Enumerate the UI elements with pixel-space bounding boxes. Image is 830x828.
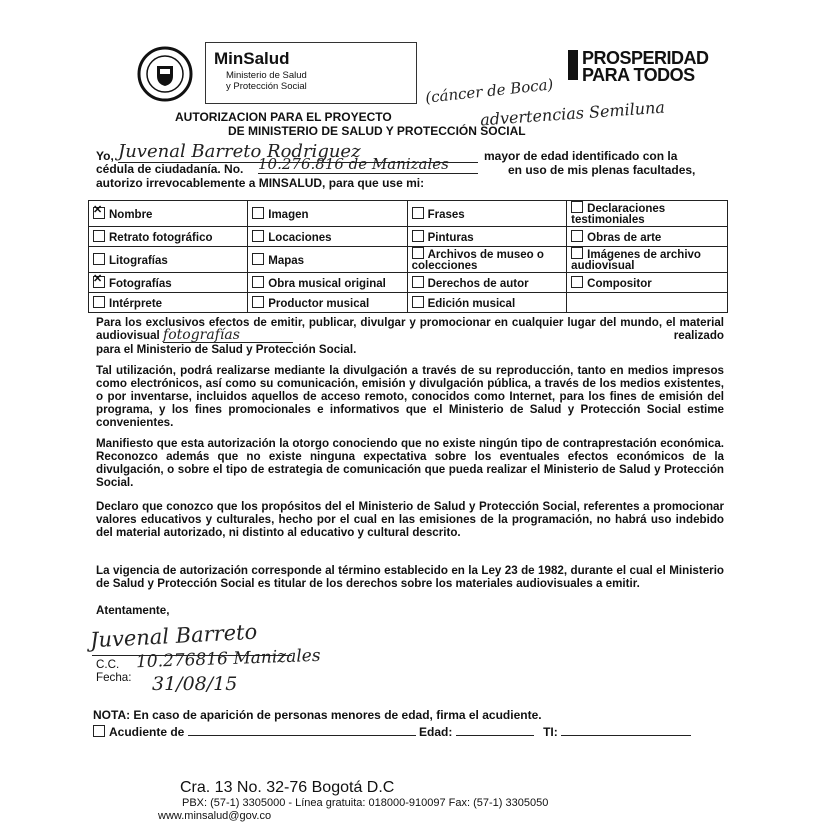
option-label: Productor musical: [268, 297, 370, 310]
intro-authorize: autorizo irrevocablemente a MINSALUD, para que use mi:: [96, 176, 425, 190]
acudiente-checkbox[interactable]: [93, 725, 105, 737]
option-label: Retrato fotográfico: [109, 231, 213, 244]
option-checkbox[interactable]: [252, 276, 264, 288]
paragraph-purposes: Declaro que conozco que los propósitos del el Ministerio de Salud y Protección Social, referentes a promocionar valores educativos y culturales, hecho por el cual en las emisiones de la programación, no habrá uso indebido del material autorizado, ni distinto al educativo y cultural descrito.: [96, 500, 724, 539]
footer-phones: PBX: (57-1) 3305000 - Línea gratuita: 018000-910097 Fax: (57-1) 3305050: [182, 797, 549, 809]
options-row: [89, 247, 728, 273]
edad-label: Edad:: [419, 725, 453, 739]
option-cell: [89, 247, 248, 273]
signature[interactable]: Juvenal Barreto: [89, 619, 258, 653]
option-cell: [248, 293, 407, 313]
handwritten-note-2: advertencias Semiluna: [479, 97, 666, 130]
option-checkbox[interactable]: [571, 276, 583, 288]
option-checkbox[interactable]: [93, 207, 105, 219]
option-label: Archivos de museo o colecciones: [411, 249, 544, 272]
cc-field[interactable]: 10.276816 Manizales: [135, 645, 321, 673]
option-cell: [567, 293, 728, 313]
fecha-field[interactable]: 31/08/15: [152, 673, 238, 695]
intro-yo: Yo,: [96, 149, 114, 163]
option-label: Edición musical: [427, 297, 516, 310]
option-checkbox[interactable]: [571, 201, 583, 213]
option-cell: [567, 247, 728, 273]
option-cell: [407, 201, 567, 227]
option-cell: [407, 273, 567, 293]
prosperity-line-2: PARA TODOS: [582, 65, 695, 85]
option-cell: [567, 227, 728, 247]
option-checkbox[interactable]: [252, 230, 264, 242]
option-cell: [248, 227, 407, 247]
option-label: Imagen: [268, 208, 309, 221]
logo-title: MinSalud: [214, 49, 290, 68]
nota-text: NOTA: En caso de aparición de personas menores de edad, firma el acudiente.: [93, 708, 542, 722]
footer-address: Cra. 13 No. 32-76 Bogotá D.C: [180, 779, 395, 796]
title-line-2: DE MINISTERIO DE SALUD Y PROTECCIÓN SOCIAL: [228, 124, 526, 138]
paragraph-no-payment: Manifiesto que esta autorización la otorgo conociendo que no existe ningún tipo de contraprestación económica. Reconozco además que no existe ninguna expectativa sobre los eventuales efectos económicos de la divulgación, o sobre el tipo de estrategia de comunicación que pueda realizar el Ministerio de Salud y Protección Social.: [96, 437, 724, 489]
option-checkbox[interactable]: [93, 276, 105, 288]
closing: Atentamente,: [96, 604, 170, 617]
option-cell: [567, 201, 728, 227]
option-label: Declaraciones testimoniales: [571, 203, 666, 226]
cc-label: C.C.: [96, 658, 120, 671]
option-cell: [567, 273, 728, 293]
options-row: [89, 201, 728, 227]
option-cell: [248, 201, 407, 227]
option-cell: [407, 227, 567, 247]
material-field[interactable]: fotografías: [163, 329, 293, 343]
option-checkbox[interactable]: [252, 253, 264, 265]
acudiente-row: [93, 723, 743, 739]
fecha-label: Fecha:: [96, 671, 132, 684]
name-field[interactable]: Juvenal Barreto Rodriguez: [118, 141, 478, 163]
intro-after-name: mayor de edad identificado con la: [484, 149, 678, 163]
option-label: Fotografías: [109, 277, 172, 290]
authorization-options-table: [88, 200, 728, 313]
intro-after-cedula: en uso de mis plenas facultades,: [508, 163, 696, 177]
option-label: Mapas: [268, 254, 305, 267]
option-checkbox[interactable]: [412, 230, 424, 242]
logo-subtitle-2: y Protección Social: [226, 81, 307, 92]
options-row: [89, 273, 728, 293]
option-cell: [407, 293, 567, 313]
option-checkbox[interactable]: [252, 207, 264, 219]
paragraph-validity: La vigencia de autorización corresponde al término establecido en la Ley 23 de 1982, durante el cual el Ministerio de Salud y Protección Social es titular de los derechos sobre los materiales audiovisuales a emitir.: [96, 564, 724, 590]
edad-field[interactable]: [456, 723, 534, 736]
option-label: Obras de arte: [587, 231, 662, 244]
option-label: Nombre: [109, 208, 153, 221]
option-cell: [248, 273, 407, 293]
option-checkbox[interactable]: [93, 296, 105, 308]
option-cell: [89, 293, 248, 313]
option-checkbox[interactable]: [412, 207, 424, 219]
option-label: Obra musical original: [268, 277, 386, 290]
ti-label: TI:: [543, 725, 558, 739]
option-cell: [89, 201, 248, 227]
option-checkbox[interactable]: [93, 230, 105, 242]
paragraph-purpose: Para los exclusivos efectos de emitir, publicar, divulgar y promocionar en cualquier lugar del mundo, el material audiovisual fotografías realizado para el Ministerio de Salud y Protección Social.: [96, 316, 724, 356]
option-label: Frases: [427, 208, 465, 221]
option-checkbox[interactable]: [93, 253, 105, 265]
prosperity-mark-icon: [568, 50, 578, 80]
option-checkbox[interactable]: [571, 230, 583, 242]
option-checkbox[interactable]: [412, 276, 424, 288]
option-label: Imágenes de archivo audiovisual: [571, 249, 701, 272]
option-label: Litografías: [109, 254, 168, 267]
cedula-field[interactable]: 10.276.816 de Manizales: [258, 155, 478, 174]
option-label: Derechos de autor: [427, 277, 529, 290]
option-cell: [89, 273, 248, 293]
option-label: Locaciones: [268, 231, 332, 244]
option-label: Compositor: [587, 277, 652, 290]
prosperity-line-1: PROSPERIDAD: [582, 48, 709, 68]
minsalud-logo: [205, 42, 417, 104]
logo-subtitle-1: Ministerio de Salud: [226, 70, 307, 81]
acudiente-label: Acudiente de: [109, 725, 185, 739]
options-row: [89, 227, 728, 247]
title-line-1: AUTORIZACION PARA EL PROYECTO: [175, 110, 392, 124]
option-checkbox[interactable]: [252, 296, 264, 308]
option-label: Pinturas: [427, 231, 474, 244]
prosperity-logo: [568, 48, 728, 88]
option-checkbox[interactable]: [412, 296, 424, 308]
option-label: Intérprete: [109, 297, 163, 310]
option-cell: [248, 247, 407, 273]
footer-web[interactable]: www.minsalud@gov.co: [158, 810, 272, 822]
coat-of-arms-seal: [136, 46, 194, 102]
acudiente-field[interactable]: [188, 723, 416, 736]
paragraph-usage: Tal utilización, podrá realizarse mediante la divulgación a través de su reproducción, tanto en medios impresos como electrónicos, así como su comunicación, emisión y divulgación pública, a través de los medios existentes, o por inventarse, incluidos aquellos de acceso remoto, conocidos como Internet, para los fines de emisión del programa, y los fines promocionales e informativos que el Ministerio de Salud y Protección Social estime convenientes.: [96, 364, 724, 429]
option-checkbox[interactable]: [571, 247, 583, 259]
handwritten-note-1: (cáncer de Boca): [424, 75, 555, 107]
options-row: [89, 293, 728, 313]
option-checkbox[interactable]: [412, 247, 424, 259]
intro-cedula: cédula de ciudadanía. No.: [96, 162, 244, 176]
ti-field[interactable]: [561, 723, 691, 736]
option-cell: [407, 247, 567, 273]
option-cell: [89, 227, 248, 247]
